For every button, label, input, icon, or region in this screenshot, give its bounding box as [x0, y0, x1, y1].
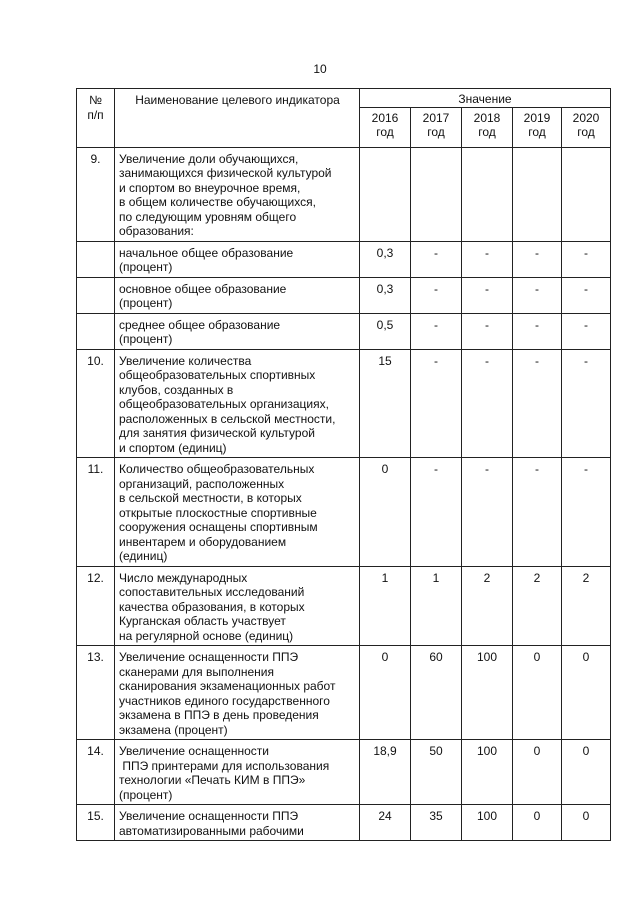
value-2020: -: [562, 241, 611, 277]
indicator-name: [115, 313, 360, 349]
value-2016: 24: [360, 805, 411, 841]
indicator-name-line: сканирования экзаменационных работ: [119, 679, 336, 693]
indicator-name: [115, 349, 360, 458]
indicator-name: [115, 277, 360, 313]
table-row: [77, 277, 611, 313]
indicator-name-line: Увеличение доли обучающихся,: [119, 151, 299, 166]
row-number: 15.: [77, 805, 115, 841]
row-number: 12.: [77, 566, 115, 646]
table-row: [77, 566, 611, 646]
indicator-name-line: расположенных в сельской местности,: [119, 411, 336, 426]
header-year-2020: [562, 107, 611, 147]
indicator-name-line: Число международных: [119, 570, 248, 585]
table-row: [77, 740, 611, 805]
value-2020: [562, 147, 611, 241]
row-number: 13.: [77, 646, 115, 740]
indicator-name-line: в сельской местности, в которых: [119, 491, 302, 505]
value-2017: 1: [411, 566, 462, 646]
value-2017: 50: [411, 740, 462, 805]
table-row: [77, 147, 611, 241]
table-row: [77, 805, 611, 841]
value-2016: 0,3: [360, 241, 411, 277]
indicator-name-line: по следующим уровням общего: [119, 209, 297, 224]
header-year-number: 2016: [371, 110, 399, 125]
indicator-name-line: Увеличение оснащенности ППЭ: [119, 650, 299, 664]
header-year-2016: [360, 107, 411, 147]
header-year-2019: [513, 107, 562, 147]
value-2016: 18,9: [360, 740, 411, 805]
indicator-name-line: (процент): [119, 787, 173, 802]
value-2017: -: [411, 349, 462, 458]
indicator-name: [115, 458, 360, 567]
row-number: 9.: [77, 147, 115, 241]
indicator-name-line: среднее общее образование: [119, 317, 281, 332]
indicator-name-line: общеобразовательных организациях,: [119, 397, 329, 411]
value-2016: 0: [360, 458, 411, 567]
indicator-name-line: инвентарем и оборудованием: [119, 534, 287, 549]
indicator-name-line: общеобразовательных спортивных: [119, 368, 316, 382]
value-2020: 0: [562, 740, 611, 805]
value-2018: 100: [462, 646, 513, 740]
indicator-name-line: сооружения оснащены спортивным: [119, 520, 318, 534]
header-year-number: 2018: [473, 110, 501, 125]
value-2017: [411, 147, 462, 241]
indicator-name-line: сканерами для выполнения: [119, 664, 274, 679]
value-2018: -: [462, 349, 513, 458]
indicator-name: [115, 147, 360, 241]
value-2020: -: [562, 349, 611, 458]
indicator-name-line: занимающихся физической культурой: [119, 166, 332, 180]
header-year-number: 2019: [523, 110, 551, 125]
value-2017: -: [411, 241, 462, 277]
indicator-name-line: участников единого государственного: [119, 693, 330, 708]
header-number: [77, 89, 115, 148]
indicator-name-line: сопоставительных исследований: [119, 585, 305, 599]
indicator-name-line: открытые плоскостные спортивные: [119, 505, 317, 520]
indicator-name-line: экзамена (процент): [119, 722, 228, 737]
indicator-name: [115, 646, 360, 740]
indicator-name-line: основное общее образование: [119, 281, 287, 296]
value-2020: -: [562, 458, 611, 567]
value-2018: -: [462, 277, 513, 313]
indicators-table: [76, 88, 611, 841]
page-number: 10: [313, 62, 327, 76]
indicator-name-line: Увеличение количества: [119, 353, 252, 368]
table-row: [77, 349, 611, 458]
row-number: [77, 241, 115, 277]
table-row: [77, 313, 611, 349]
indicator-name-line: и спортом (единиц): [119, 440, 227, 455]
value-2016: [360, 147, 411, 241]
indicator-name: [115, 566, 360, 646]
value-2017: 35: [411, 805, 462, 841]
indicator-name-line: для занятия физической культурой: [119, 426, 315, 440]
header-year-word: год: [376, 125, 394, 139]
value-2019: 0: [513, 805, 562, 841]
value-2016: 1: [360, 566, 411, 646]
table-row: [77, 241, 611, 277]
value-2019: 0: [513, 646, 562, 740]
indicator-name-line: в общем количестве обучающихся,: [119, 195, 316, 209]
value-2017: -: [411, 313, 462, 349]
indicator-name-line: организаций, расположенных: [119, 476, 285, 491]
indicator-name-line: (процент): [119, 260, 173, 274]
row-number: 11.: [77, 458, 115, 567]
indicator-name-line: технологии «Печать КИМ в ППЭ»: [119, 773, 306, 787]
header-indicator-name: Наименование целевого индикатора: [115, 89, 360, 148]
indicator-name-line: начальное общее образование: [119, 245, 294, 260]
header-year-2017: [411, 107, 462, 147]
value-2018: 100: [462, 740, 513, 805]
value-2018: 100: [462, 805, 513, 841]
value-2019: 2: [513, 566, 562, 646]
value-2018: [462, 147, 513, 241]
header-year-word: год: [528, 125, 546, 139]
indicator-name-line: Увеличение оснащенности ППЭ: [119, 809, 299, 823]
value-2019: -: [513, 241, 562, 277]
header-year-number: 2020: [572, 110, 600, 125]
value-2020: 0: [562, 646, 611, 740]
indicator-name: [115, 740, 360, 805]
row-number: 14.: [77, 740, 115, 805]
indicator-name: [115, 805, 360, 841]
header-year-word: год: [478, 125, 496, 139]
value-2018: -: [462, 313, 513, 349]
indicator-name-line: Количество общеобразовательных: [119, 462, 315, 476]
value-2017: 60: [411, 646, 462, 740]
value-2020: 0: [562, 805, 611, 841]
indicator-name-line: (единиц): [119, 549, 168, 563]
value-2019: -: [513, 458, 562, 567]
indicator-name-line: Курганская область участвует: [119, 614, 286, 628]
value-2016: 0,3: [360, 277, 411, 313]
header-number-line1: №: [89, 93, 102, 107]
value-2016: 0,5: [360, 313, 411, 349]
value-2018: -: [462, 458, 513, 567]
indicator-name-line: экзамена в ППЭ в день проведения: [119, 708, 319, 722]
value-2020: 2: [562, 566, 611, 646]
indicator-name-line: на регулярной основе (единиц): [119, 628, 294, 643]
row-number: 10.: [77, 349, 115, 458]
header-number-line2: п/п: [87, 107, 104, 122]
value-2017: -: [411, 458, 462, 567]
value-2020: -: [562, 313, 611, 349]
value-2016: 15: [360, 349, 411, 458]
indicator-name-line: клубов, созданных в: [119, 382, 234, 397]
indicator-name-line: (процент): [119, 332, 173, 346]
table-row: [77, 646, 611, 740]
value-2019: -: [513, 349, 562, 458]
indicator-name-line: и спортом во внеурочное время,: [119, 180, 301, 195]
header-year-2018: [462, 107, 513, 147]
value-2018: 2: [462, 566, 513, 646]
row-number: [77, 277, 115, 313]
header-year-word: год: [577, 125, 595, 139]
value-2016: 0: [360, 646, 411, 740]
value-2019: -: [513, 313, 562, 349]
header-value: Значение: [360, 89, 611, 108]
row-number: [77, 313, 115, 349]
value-2019: 0: [513, 740, 562, 805]
indicator-name: [115, 241, 360, 277]
indicator-name-line: Увеличение оснащенности: [119, 744, 269, 758]
header-year-word: год: [427, 125, 445, 139]
value-2017: -: [411, 277, 462, 313]
indicator-name-line: ППЭ принтерами для использования: [119, 758, 330, 773]
indicator-name-line: автоматизированными рабочими: [119, 823, 304, 838]
value-2020: -: [562, 277, 611, 313]
table-row: [77, 458, 611, 567]
indicator-name-line: (процент): [119, 296, 173, 310]
header-year-number: 2017: [422, 110, 450, 125]
indicator-name-line: качества образования, в которых: [119, 599, 305, 614]
indicator-name-line: образования:: [119, 224, 194, 238]
value-2018: -: [462, 241, 513, 277]
value-2019: -: [513, 277, 562, 313]
value-2019: [513, 147, 562, 241]
